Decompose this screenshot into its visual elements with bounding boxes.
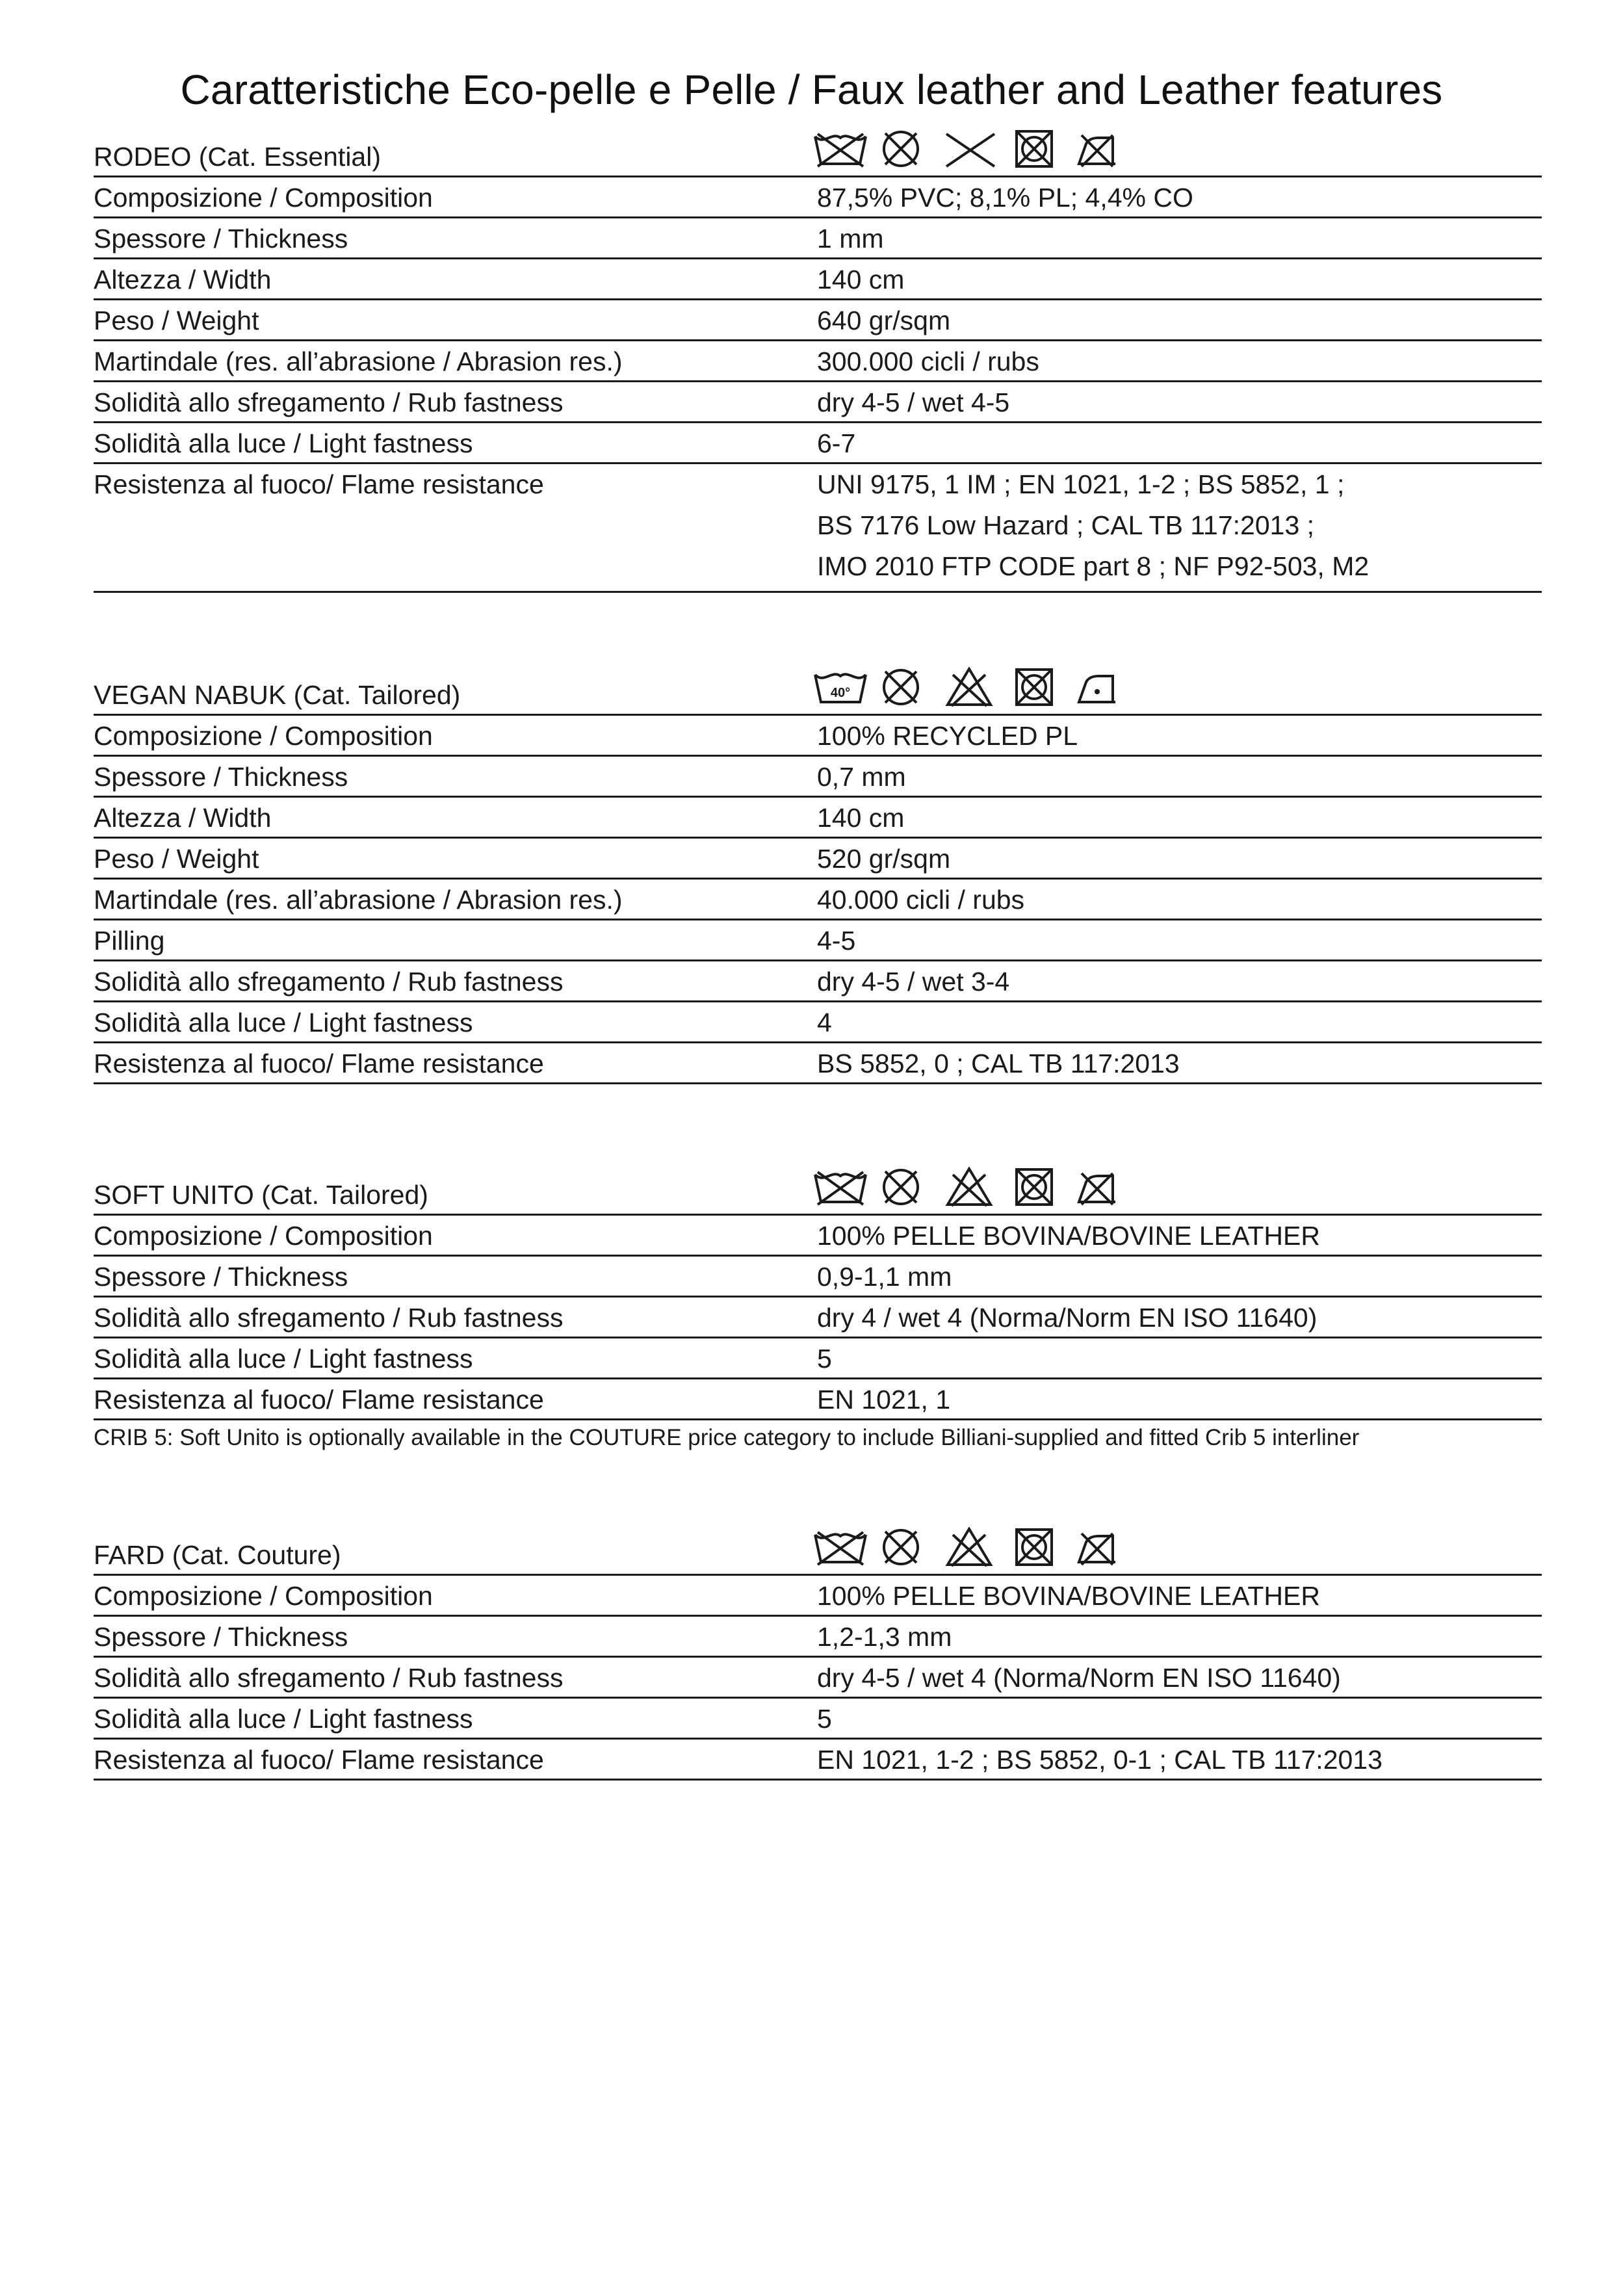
no-wash-icon [812,1167,868,1207]
no-iron-icon [1072,129,1128,169]
spec-row [94,177,1542,218]
spec-value: 1,2-1,3 mm [817,1622,952,1652]
section-vegan-nabuk [94,668,1542,1084]
spec-value: 40.000 cicli / rubs [817,885,1025,915]
no-iron-icon [1072,1167,1128,1207]
care-icons [812,1527,1137,1567]
section-title: RODEO (Cat. Essential) [94,142,381,172]
spec-value: dry 4 / wet 4 (Norma/Norm EN ISO 11640) [817,1303,1318,1333]
spec-value: 6-7 [817,428,856,458]
wash-temp: 40° [830,686,851,700]
spec-row [94,300,1542,341]
spec-label: Composizione / Composition [94,1581,433,1611]
spec-value: 4-5 [817,926,856,956]
section-title: VEGAN NABUK (Cat. Tailored) [94,680,461,710]
section-title: SOFT UNITO (Cat. Tailored) [94,1180,428,1210]
spec-label: Peso / Weight [94,306,259,335]
spec-row [94,464,1542,593]
spec-label: Martindale (res. all’abrasione / Abrasion res.) [94,885,623,915]
spec-value: 100% PELLE BOVINA/BOVINE LEATHER [817,1581,1320,1611]
section-rodeo [94,130,1542,593]
spec-label: Spessore / Thickness [94,762,348,792]
spec-label: Altezza / Width [94,803,272,833]
spec-row [94,1257,1542,1298]
spec-label: Resistenza al fuoco/ Flame resistance [94,469,544,499]
spec-value: 5 [817,1344,832,1374]
wash-40-icon [812,667,868,707]
crib-note: CRIB 5: Soft Unito is optionally available in the COUTURE price category to include Billiani-supplied and fitted Crib 5 interliner [94,1425,1360,1450]
spec-value: 0,9-1,1 mm [817,1262,952,1292]
spec-row [94,1002,1542,1043]
spec-label: Peso / Weight [94,844,259,874]
spec-label: Solidità alla luce / Light fastness [94,1008,473,1037]
spec-value: dry 4-5 / wet 4 (Norma/Norm EN ISO 11640) [817,1663,1341,1693]
spec-value: 140 cm [817,803,905,833]
spec-value: 0,7 mm [817,762,906,792]
care-icons [812,667,1137,707]
spec-row [94,1379,1542,1420]
spec-value: BS 5852, 0 ; CAL TB 117:2013 [817,1049,1180,1078]
spec-value: 520 gr/sqm [817,844,951,874]
spec-label: Solidità allo sfregamento / Rub fastness [94,1663,564,1693]
spec-label: Composizione / Composition [94,183,433,213]
spec-row [94,218,1542,259]
spec-value: dry 4-5 / wet 4-5 [817,387,1010,417]
spec-label: Spessore / Thickness [94,224,348,254]
section-header [94,130,1542,177]
spec-value: EN 1021, 1-2 ; BS 5852, 0-1 ; CAL TB 117:2013 [817,1745,1383,1775]
spec-value: 140 cm [817,265,905,294]
spec-row [94,1658,1542,1699]
spec-value: 100% PELLE BOVINA/BOVINE LEATHER [817,1221,1320,1251]
no-iron-icon [1072,1527,1128,1567]
no-tumble-dry-icon [1007,1527,1063,1567]
spec-row [94,880,1542,920]
spec-row [94,1617,1542,1658]
spec-label: Resistenza al fuoco/ Flame resistance [94,1049,544,1078]
spec-value: 640 gr/sqm [817,306,951,335]
spec-row [94,716,1542,757]
spec-row [94,1740,1542,1781]
spec-row [94,798,1542,839]
care-icons [812,129,1137,169]
section-header [94,668,1542,716]
spec-label: Spessore / Thickness [94,1262,348,1292]
spec-row [94,423,1542,464]
spec-row [94,961,1542,1002]
spec-value: 100% RECYCLED PL [817,721,1078,751]
section-title: FARD (Cat. Couture) [94,1540,341,1570]
no-tumble-dry-icon [1007,667,1063,707]
spec-label: Solidità alla luce / Light fastness [94,428,473,458]
no-wash-icon [812,129,868,169]
spec-row [94,1338,1542,1379]
spec-row [94,1699,1542,1740]
section-fard [94,1528,1542,1781]
spec-value: UNI 9175, 1 IM ; EN 1021, 1-2 ; BS 5852, 1 ; BS 7176 Low Hazard ; CAL TB 117:2013 ; IMO 2010 FTP CODE part 8 ; NF P92-503, M2 [817,469,1370,581]
iron-low-icon [1072,667,1128,707]
spec-row [94,382,1542,423]
no-dry-clean-icon [877,1167,933,1207]
no-tumble-dry-icon [1007,129,1063,169]
spec-label: Resistenza al fuoco/ Flame resistance [94,1385,544,1415]
no-dry-clean-icon [877,129,933,169]
no-bleach-triangle-icon [942,1527,998,1567]
spec-row [94,259,1542,300]
spec-row [94,1043,1542,1084]
no-bleach-icon [942,129,998,169]
spec-label: Solidità allo sfregamento / Rub fastness [94,387,564,417]
spec-row [94,757,1542,798]
no-dry-clean-icon [877,1527,933,1567]
spec-value: 4 [817,1008,832,1037]
spec-row [94,1216,1542,1257]
no-wash-icon [812,1527,868,1567]
no-bleach-triangle-icon [942,667,998,707]
spec-value: 87,5% PVC; 8,1% PL; 4,4% CO [817,183,1193,213]
spec-row [94,1298,1542,1338]
spec-label: Pilling [94,926,165,956]
spec-row [94,839,1542,880]
spec-value: dry 4-5 / wet 3-4 [817,967,1010,997]
spec-row [94,341,1542,382]
spec-value: 1 mm [817,224,884,254]
spec-label: Solidità allo sfregamento / Rub fastness [94,1303,564,1333]
spec-label: Resistenza al fuoco/ Flame resistance [94,1745,544,1775]
spec-value: EN 1021, 1 [817,1385,951,1415]
section-header [94,1168,1542,1216]
spec-row [94,920,1542,961]
section-header [94,1528,1542,1576]
section-soft-unito [94,1168,1542,1453]
spec-label: Spessore / Thickness [94,1622,348,1652]
spec-value: 300.000 cicli / rubs [817,346,1039,376]
spec-label: Composizione / Composition [94,1221,433,1251]
no-tumble-dry-icon [1007,1167,1063,1207]
spec-label: Solidità alla luce / Light fastness [94,1704,473,1734]
page-title: Caratteristiche Eco-pelle e Pelle / Faux leather and Leather features [180,66,1443,113]
spec-label: Composizione / Composition [94,721,433,751]
spec-label: Solidità alla luce / Light fastness [94,1344,473,1374]
no-bleach-triangle-icon [942,1167,998,1207]
care-icons [812,1167,1137,1207]
spec-label: Solidità allo sfregamento / Rub fastness [94,967,564,997]
spec-label: Martindale (res. all’abrasione / Abrasion res.) [94,346,623,376]
spec-row [94,1576,1542,1617]
spec-value: 5 [817,1704,832,1734]
spec-label: Altezza / Width [94,265,272,294]
no-dry-clean-icon [877,667,933,707]
